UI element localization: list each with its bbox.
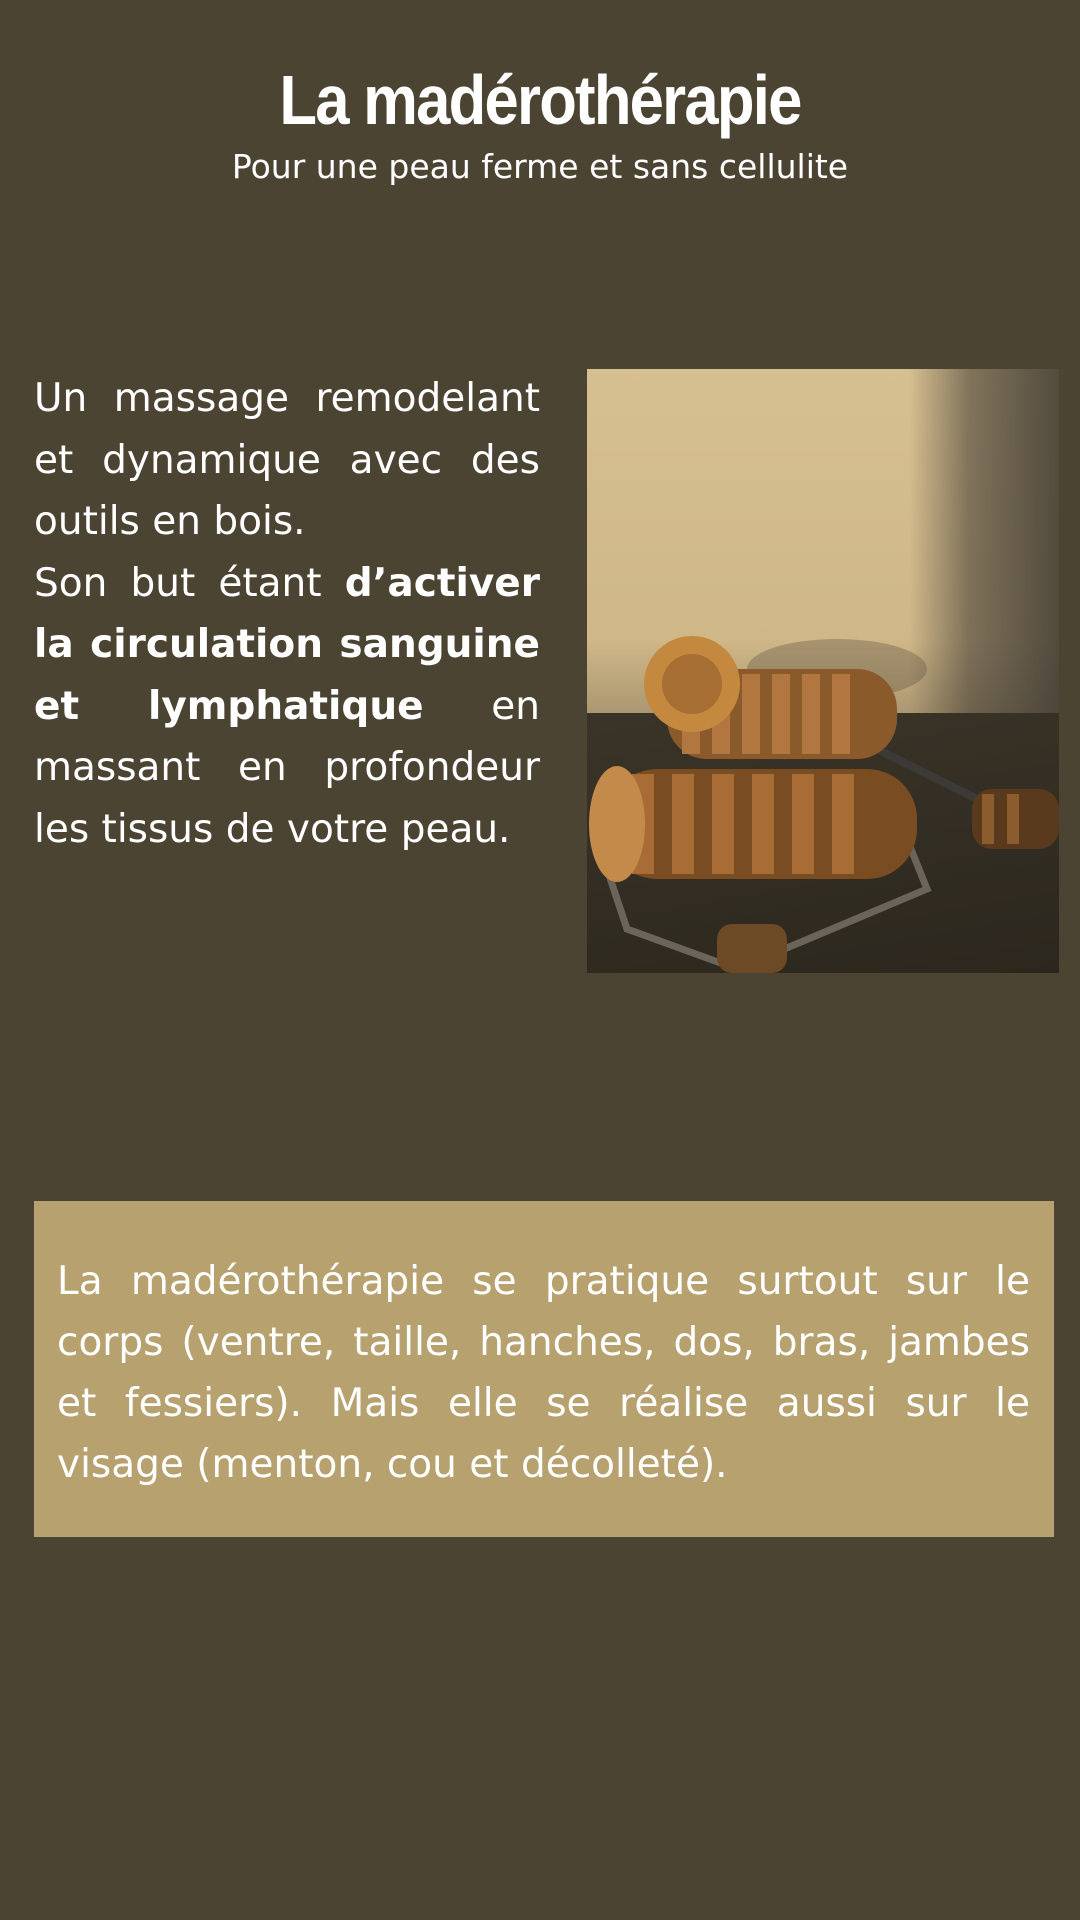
info-box xyxy=(34,1201,1054,1537)
info-box-text: La madérothérapie se pratique surtout sur le corps (ventre, taille, hanches, dos, bras, jambes et fessiers). Mais elle se réalise aussi sur le visage (menton, cou et décolleté). xyxy=(57,1259,1030,1487)
intro-text xyxy=(34,368,540,860)
wooden-roller-illustration xyxy=(587,369,1059,973)
intro-paragraph-1: Un massage remodelant et dynamique avec des outils en bois. xyxy=(34,376,540,544)
intro-paragraph-2-start: Son but étant xyxy=(34,560,345,606)
wooden-massage-tools-photo xyxy=(587,369,1059,973)
intro-paragraph-2-end: en massant en profondeur les tissus de votre peau. xyxy=(34,683,540,852)
page-subtitle: Pour une peau ferme et sans cellulite xyxy=(231,147,849,186)
intro-highlight: d’activer la circulation sanguine et lymphatique xyxy=(34,560,540,729)
intro-paragraph-2 xyxy=(34,553,540,861)
page-title: La madérothérapie xyxy=(279,61,801,139)
